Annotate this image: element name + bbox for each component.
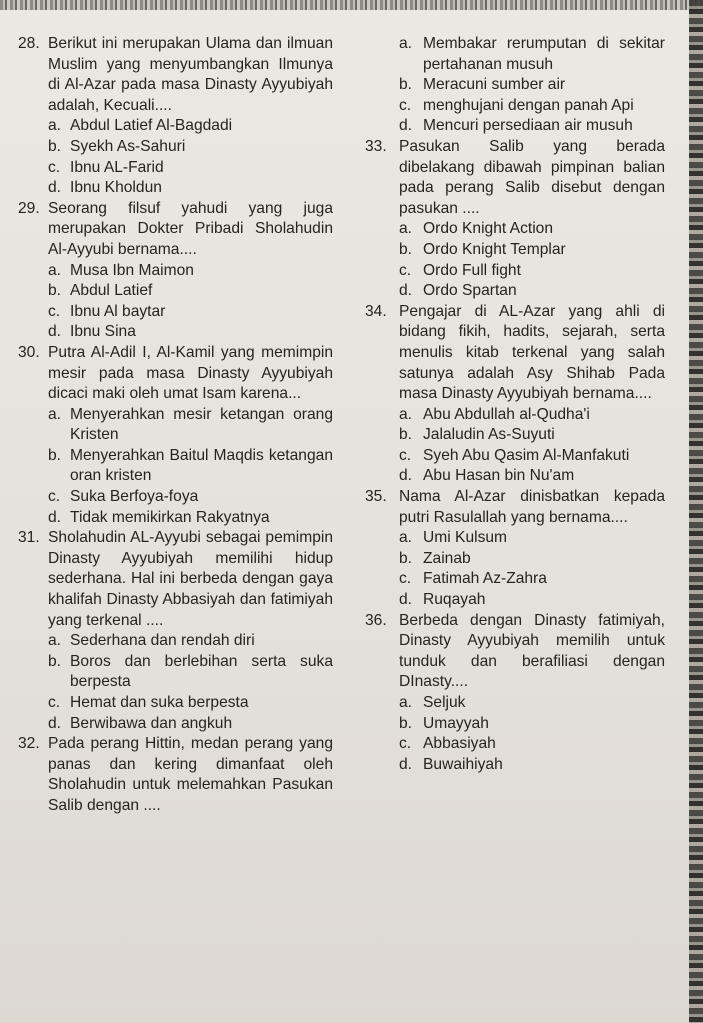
question-number: 30.: [18, 343, 40, 361]
option-b: b. Menyerahkan Baitul Maqdis ketangan oran kristen: [48, 446, 333, 485]
option-c: c. menghujani dengan panah Api: [399, 96, 634, 114]
question-number: 31.: [18, 529, 40, 547]
option-b: b. Boros dan berlebihan serta suka berpesta: [48, 652, 333, 691]
question-29: [18, 199, 333, 343]
option-d: d. Tidak memikirkan Rakyatnya: [48, 508, 270, 526]
option-c: c. Hemat dan suka berpesta: [48, 694, 249, 711]
option-d: d. Ibnu Sina: [48, 323, 136, 341]
option-c: c. Syeh Abu Qasim Al-Manfakuti: [399, 446, 630, 464]
question-text: Nama Al-Azar dinisbatkan kepada putri Rasulallah yang bernama....: [399, 488, 665, 526]
option-c: c. Abbasiyah: [399, 735, 496, 753]
question-34: [365, 302, 665, 487]
right-column: [365, 34, 665, 775]
question-number: 34.: [365, 302, 387, 320]
question-number: 36.: [365, 611, 387, 629]
option-a: a. Umi Kulsum: [399, 529, 508, 547]
page-binding-edge: [689, 0, 703, 1023]
option-a: a. Ordo Knight Action: [399, 220, 554, 238]
question-text: Berbeda dengan Dinasty fatimiyah, Dinasty Ayyubiyah memilih untuk tunduk dan berafiliasi dengan DInasty....: [399, 611, 665, 691]
question-28: [18, 34, 333, 199]
option-a: a. Membakar rerumputan di sekitar pertahanan musuh: [399, 35, 665, 73]
option-b: b. Zainab: [399, 549, 471, 567]
question-text: Berikut ini merupakan Ulama dan ilmuan Muslim yang menyumbangkan Ilmunya di Al-Azar pada masa Dinasty Ayyubiyah adalah, Kecuali....: [48, 35, 333, 114]
question-32-options: [365, 34, 665, 137]
option-d: d. Buwaihiyah: [399, 755, 503, 773]
question-number: 29.: [18, 199, 40, 217]
question-number: 35.: [365, 488, 387, 506]
question-36: [365, 611, 665, 776]
option-a: a. Abu Abdullah al-Qudha'i: [399, 405, 590, 423]
option-d: d. Berwibawa dan angkuh: [48, 714, 233, 732]
option-b: b. Ordo Knight Templar: [399, 240, 566, 258]
question-number: 33.: [365, 137, 387, 155]
option-b: b. Umayyah: [399, 714, 489, 732]
question-text: Putra Al-Adil I, Al-Kamil yang memimpin mesir pada masa Dinasty Ayyubiyah dicaci maki oleh umat Isam karena...: [48, 343, 333, 403]
question-35: [365, 487, 665, 611]
question-text: Pada perang Hittin, medan perang yang panas dan kering dimanfaat oleh Sholahudin untuk melemahkan Pasukan Salib dengan ....: [48, 735, 333, 814]
option-c: c. Fatimah Az-Zahra: [399, 570, 547, 588]
option-a: a. Sederhana dan rendah diri: [48, 632, 255, 650]
option-b: b. Meracuni sumber air: [399, 76, 566, 94]
question-text: Sholahudin AL-Ayyubi sebagai pemimpin Dinasty Ayyubiyah memilihi hidup sederhana. Hal ini berbeda dengan gaya khalifah Dinasty Abbasiyah dan fatimiyah yang terkenal ....: [48, 529, 333, 629]
option-c: c. Suka Berfoya-foya: [48, 488, 199, 506]
question-32: [18, 734, 333, 816]
option-d: d. Ordo Spartan: [399, 282, 517, 300]
option-b: b. Jalaludin As-Suyuti: [399, 426, 555, 444]
question-33: [365, 137, 665, 302]
question-30: [18, 343, 333, 528]
question-number: 32.: [18, 735, 40, 753]
option-c: c. Ibnu AL-Farid: [48, 158, 164, 176]
option-a: a. Menyerahkan mesir ketangan orang Kristen: [48, 405, 333, 444]
question-text: Pengajar di AL-Azar yang ahli di bidang fikih, hadits, sejarah, serta menulis kitab terkenal yang salah satunya adalah Asy Shihab Pada masa Dinasty Ayyubiyah bernama....: [399, 302, 665, 403]
question-text: Pasukan Salib yang berada dibelakang dibawah pimpinan balian pada perang Salib disebut dengan pasukan ....: [399, 137, 665, 217]
question-text: Seorang filsuf yahudi yang juga merupakan Dokter Pribadi Sholahudin Al-Ayyubi bernama....: [48, 199, 333, 258]
option-c: c. Ordo Full fight: [399, 261, 521, 279]
option-a: a. Musa Ibn Maimon: [48, 261, 194, 279]
option-a: a. Abdul Latief Al-Bagdadi: [48, 117, 233, 135]
option-d: d. Ruqayah: [399, 591, 486, 609]
option-b: b. Syekh As-Sahuri: [48, 137, 186, 155]
question-number: 28.: [18, 35, 40, 52]
option-c: c. Ibnu Al baytar: [48, 302, 166, 320]
option-d: d. Abu Hasan bin Nu'am: [399, 467, 575, 485]
option-d: d. Ibnu Kholdun: [48, 179, 162, 197]
option-a: a. Seljuk: [399, 694, 466, 711]
left-column: [18, 34, 333, 817]
option-b: b. Abdul Latief: [48, 282, 153, 300]
page-top-edge: [0, 0, 703, 10]
option-d: d. Mencuri persediaan air musuh: [399, 117, 633, 135]
question-31: [18, 528, 333, 734]
